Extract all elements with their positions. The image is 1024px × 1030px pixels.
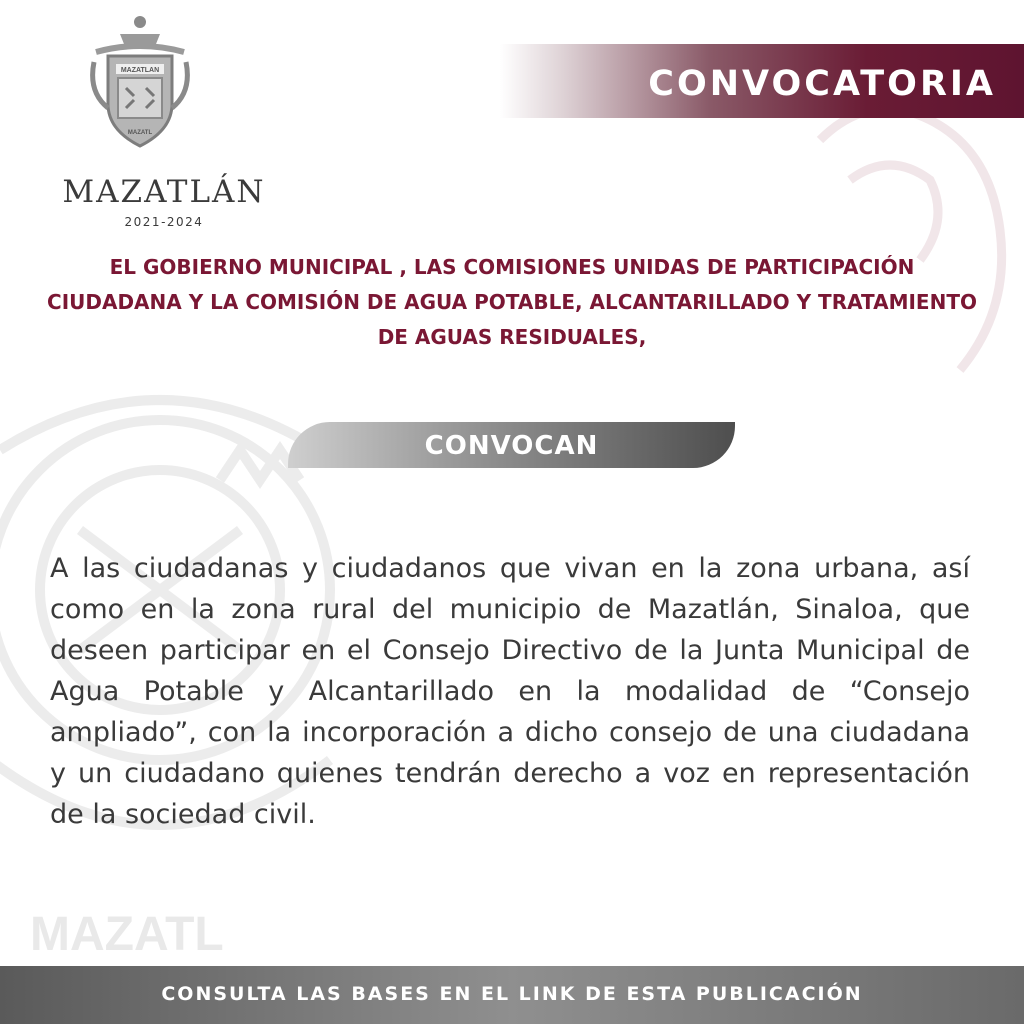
footer-text: CONSULTA LAS BASES EN EL LINK DE ESTA PUBLICACIÓN: [161, 983, 863, 1005]
announcement-body: A las ciudadanas y ciudadanos que vivan en la zona urbana, así como en la zona rural del municipio de Mazatlán, Sinaloa, que deseen participar en el Consejo Directivo de la Junta Municipal de Agua Potable y Alcantarillado en la modalidad de “Consejo ampliado”, con la incorporación a dicho consejo de una ciudadana y un ciudadano quienes tendrán derecho a voz en representación de la sociedad civil.: [50, 553, 970, 830]
convocan-label: CONVOCAN: [424, 431, 599, 461]
municipality-logo: [24, 12, 266, 229]
issuer-heading: EL GOBIERNO MUNICIPAL , LAS COMISIONES UNIDAS DE PARTICIPACIÓN CIUDADANA Y LA COMISIÓN DE AGUA POTABLE, ALCANTARILLADO Y TRATAMIENTO DE AGUAS RESIDUALES,: [47, 255, 977, 349]
coat-of-arms-icon: [86, 12, 194, 150]
title-banner: [500, 44, 1024, 118]
convocan-banner: [288, 422, 735, 468]
svg-text:MAZATLAN: MAZATLAN: [120, 67, 160, 74]
city-name: MAZATLÁN: [62, 174, 266, 210]
svg-text:MAZATL: MAZATL: [30, 908, 224, 961]
page-title: CONVOCATORIA: [648, 64, 996, 104]
administration-years: 2021-2024: [124, 215, 204, 229]
footer-banner: [0, 966, 1024, 1024]
svg-text:MAZATL: MAZATL: [127, 130, 153, 136]
